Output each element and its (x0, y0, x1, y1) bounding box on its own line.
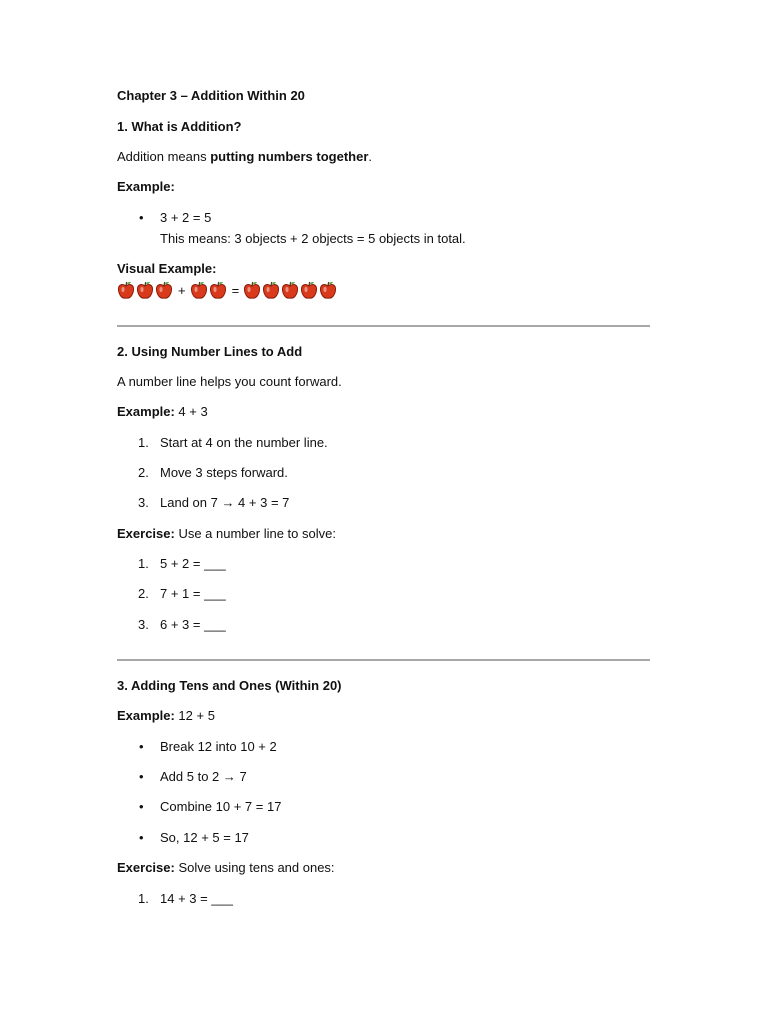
bullet-marker: • (139, 210, 144, 225)
apple-group-a (117, 280, 174, 303)
apple-group-b (190, 280, 228, 303)
list-number: 2. (138, 586, 149, 601)
section-divider (117, 659, 650, 661)
example-label: Example: (117, 179, 175, 194)
chapter-title: Chapter 3 – Addition Within 20 (117, 88, 305, 103)
visual-example-label: Visual Example: (117, 261, 217, 276)
bullet-equation: 3 + 2 = 5 (160, 210, 212, 225)
section-divider (117, 325, 650, 327)
section-2-example (117, 404, 208, 420)
exercise-item: 6 + 3 = ___ (160, 617, 226, 632)
exercise-item: 7 + 1 = ___ (160, 586, 226, 601)
exercise-item: 5 + 2 = ___ (160, 556, 226, 571)
exercise-item: 14 + 3 = ___ (160, 891, 234, 906)
apple-icon (209, 280, 227, 303)
plus-sign: + (178, 283, 186, 298)
step-item: Move 3 steps forward. (160, 465, 288, 480)
section-2-heading: 2. Using Number Lines to Add (117, 344, 303, 359)
apple-group-total (243, 280, 338, 303)
example-label: Example: (117, 708, 175, 723)
list-number: 1. (138, 891, 149, 906)
bullet-item: Break 12 into 10 + 2 (160, 739, 277, 754)
section-3-exercise (117, 860, 335, 876)
apple-icon (136, 280, 154, 303)
list-number: 1. (138, 556, 149, 571)
list-number: 1. (138, 435, 149, 450)
apple-icon (155, 280, 173, 303)
step-item: Land on 7 → 4 + 3 = 7 (160, 495, 290, 510)
apple-icon (243, 280, 261, 303)
bullet-explanation: This means: 3 objects + 2 objects = 5 objects in total. (160, 231, 466, 246)
section-1-intro (117, 149, 372, 165)
section-2-exercise (117, 526, 336, 542)
exercise-instructions: Solve using tens and ones: (174, 860, 335, 875)
equals-sign: = (231, 283, 240, 298)
bullet-item: Add 5 to 2 → 7 (160, 769, 247, 784)
section-3-heading: 3. Adding Tens and Ones (Within 20) (117, 678, 342, 693)
apple-icon (281, 280, 299, 303)
exercise-instructions: Use a number line to solve: (174, 526, 336, 541)
example-expression: 12 + 5 (174, 708, 215, 723)
intro-text: Addition means (117, 149, 211, 164)
step-item: Start at 4 on the number line. (160, 435, 328, 450)
exercise-label: Exercise: (117, 526, 175, 541)
section-2-intro: A number line helps you count forward. (117, 374, 342, 389)
list-number: 3. (138, 495, 149, 510)
apple-icon (190, 280, 208, 303)
bullet-marker: • (139, 799, 144, 814)
bullet-item: Combine 10 + 7 = 17 (160, 799, 282, 814)
section-1-heading: 1. What is Addition? (117, 119, 242, 134)
apple-icon (300, 280, 318, 303)
example-expression: 4 + 3 (174, 404, 208, 419)
bullet-item: So, 12 + 5 = 17 (160, 830, 249, 845)
bullet-marker: • (139, 769, 144, 784)
bullet-marker: • (139, 739, 144, 754)
exercise-label: Exercise: (117, 860, 175, 875)
example-label: Example: (117, 404, 175, 419)
bullet-marker: • (139, 830, 144, 845)
list-number: 3. (138, 617, 149, 632)
visual-example-apples (117, 281, 338, 301)
list-number: 2. (138, 465, 149, 480)
intro-bold-text: putting numbers together (210, 149, 369, 164)
apple-icon (117, 280, 135, 303)
section-3-example (117, 708, 215, 724)
intro-period: . (368, 149, 373, 164)
apple-icon (262, 280, 280, 303)
apple-icon (319, 280, 337, 303)
